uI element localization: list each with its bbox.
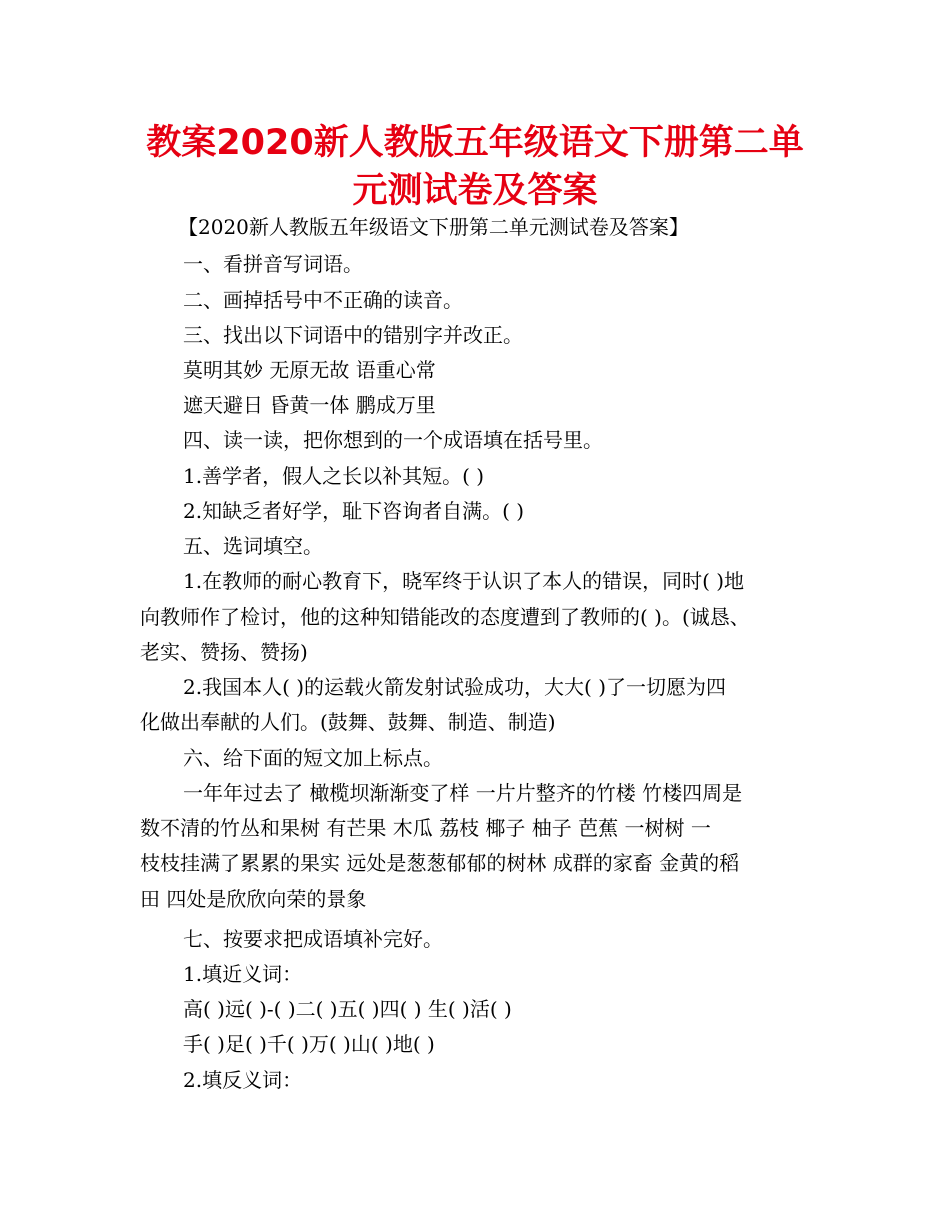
section-5-item-1-line-2: 向教师作了检讨，他的这种知错能改的态度遭到了教师的( )。(诚恳、 [140, 605, 750, 629]
section-6-heading: 六、给下面的短文加上标点。 [183, 746, 443, 770]
section-7-heading: 七、按要求把成语填补完好。 [183, 927, 443, 951]
section-6-passage-line-1: 一年年过去了 橄榄坝渐渐变了样 一片片整齐的竹楼 竹楼四周是 [183, 781, 743, 805]
section-7-row-1: 高( )远( )-( )二( )五( )四( ) 生( )活( ) [183, 997, 512, 1021]
section-4-heading: 四、读一读，把你想到的一个成语填在括号里。 [183, 428, 603, 452]
section-2-heading: 二、画掉括号中不正确的读音。 [183, 288, 463, 312]
section-5-item-1-line-1: 1.在教师的耐心教育下，晓军终于认识了本人的错误，同时( )地 [183, 569, 745, 593]
section-7-sub-2: 2.填反义词： [183, 1068, 303, 1092]
section-6-passage-line-3: 枝枝挂满了累累的果实 远处是葱葱郁郁的树林 成群的家畜 金黄的稻 [140, 851, 740, 875]
section-7-row-2: 手( )足( )千( )万( )山( )地( ) [183, 1032, 435, 1056]
section-3-words-1: 莫明其妙 无原无故 语重心常 [183, 358, 436, 382]
doc-heading-bracket: 【2020新人教版五年级语文下册第二单元测试卷及答案】 [178, 215, 689, 239]
section-4-item-1: 1.善学者，假人之长以补其短。( ) [183, 464, 485, 488]
section-5-item-2-line-2: 化做出奉献的人们。(鼓舞、鼓舞、制造、制造) [140, 710, 556, 734]
section-5-item-2-line-1: 2.我国本人( )的运载火箭发射试验成功，大大( )了一切愿为四 [183, 675, 727, 699]
section-6-passage-line-4: 田 四处是欣欣向荣的景象 [140, 887, 367, 911]
section-7-sub-1: 1.填近义词： [183, 962, 303, 986]
section-5-heading: 五、选词填空。 [183, 534, 323, 558]
section-3-heading: 三、找出以下词语中的错别字并改正。 [183, 323, 523, 347]
section-4-item-2: 2.知缺乏者好学，耻下咨询者自满。( ) [183, 499, 525, 523]
document-title-line-1: 教案2020新人教版五年级语文下册第二单 [146, 123, 804, 163]
section-3-words-2: 遮天避日 昏黄一体 鹏成万里 [183, 393, 436, 417]
section-1-heading: 一、看拼音写词语。 [183, 252, 363, 276]
section-5-item-1-line-3: 老实、赞扬、赞扬) [140, 640, 308, 664]
document-title-line-2: 元测试卷及答案 [352, 171, 598, 211]
section-6-passage-line-2: 数不清的竹丛和果树 有芒果 木瓜 荔枝 椰子 柚子 芭蕉 一树树 一 [140, 816, 711, 840]
